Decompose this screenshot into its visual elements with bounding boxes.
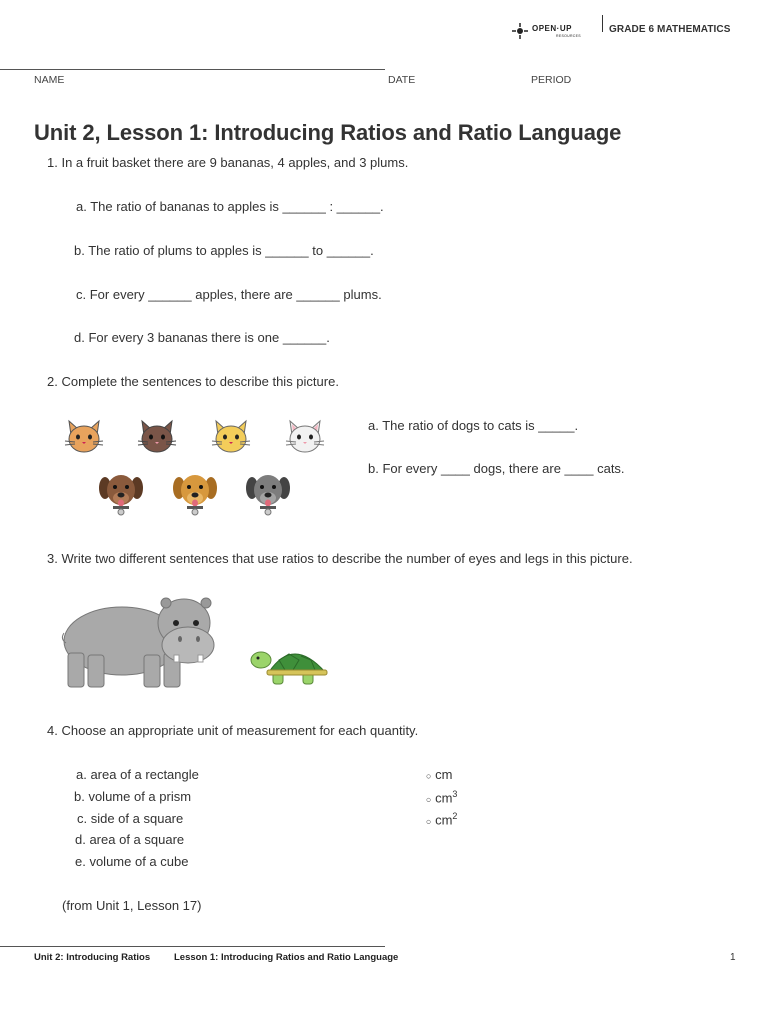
golden-dog-icon xyxy=(171,470,219,518)
question-3-prompt: 3. Write two different sentences that use ratios to describe the number of eyes and legs in this picture. xyxy=(47,551,633,566)
question-1a: a. The ratio of bananas to apples is ______ : ______. xyxy=(76,199,384,214)
question-4a: a. area of a rectangle xyxy=(76,767,199,782)
turtle-icon xyxy=(249,640,329,690)
orange-cat-icon xyxy=(63,417,105,457)
question-4-prompt: 4. Choose an appropriate unit of measurement for each quantity. xyxy=(47,723,419,738)
footer-line xyxy=(0,946,385,947)
unit-option-cm[interactable] xyxy=(426,767,452,782)
gray-dog-icon xyxy=(244,470,292,518)
unit-option-cm2[interactable] xyxy=(426,811,457,827)
question-2a: a. The ratio of dogs to cats is _____. xyxy=(368,418,579,433)
question-2-prompt: 2. Complete the sentences to describe this picture. xyxy=(47,374,339,389)
question-1b: b. The ratio of plums to apples is ______ to ______. xyxy=(74,243,374,258)
name-label: NAME xyxy=(34,74,65,86)
page-number: 1 xyxy=(730,952,736,963)
unit-option-cm3[interactable] xyxy=(426,789,457,805)
question-4d: d. area of a square xyxy=(75,832,185,847)
question-4-source: (from Unit 1, Lesson 17) xyxy=(62,898,202,913)
unit-base: cm xyxy=(435,767,453,782)
logo-mark-icon xyxy=(512,23,528,39)
unit-exponent: 3 xyxy=(452,789,458,799)
period-label: PERIOD xyxy=(531,74,572,86)
logo-text: OPEN·UP xyxy=(532,24,572,33)
question-1-prompt: 1. In a fruit basket there are 9 bananas, 4 apples, and 3 plums. xyxy=(47,155,409,170)
header-divider xyxy=(602,15,603,32)
question-1d: d. For every 3 bananas there is one ______. xyxy=(74,330,330,345)
question-4c: c. side of a square xyxy=(77,811,184,826)
unit-exponent: 2 xyxy=(452,811,458,821)
question-2b: b. For every ____ dogs, there are ____ cats. xyxy=(368,461,625,476)
yellow-cat-icon xyxy=(210,417,252,457)
page-title: Unit 2, Lesson 1: Introducing Ratios and Ratio Language xyxy=(34,120,622,145)
brown-cat-icon xyxy=(136,417,178,457)
name-line xyxy=(0,69,385,70)
question-4b: b. volume of a prism xyxy=(74,789,192,804)
date-label: DATE xyxy=(388,74,416,86)
unit-base: cm xyxy=(435,790,453,806)
footer-lesson: Lesson 1: Introducing Ratios and Ratio Language xyxy=(174,952,399,963)
openup-logo xyxy=(512,22,592,42)
logo-subtext: RESOURCES xyxy=(556,34,581,38)
brown-dog-icon xyxy=(97,470,145,518)
question-4e: e. volume of a cube xyxy=(75,854,189,869)
bullet-icon: ○ xyxy=(426,794,432,805)
question-1c: c. For every ______ apples, there are ______ plums. xyxy=(76,287,382,302)
white-cat-icon xyxy=(284,417,326,457)
unit-base: cm xyxy=(435,812,453,828)
grade-label: GRADE 6 MATHEMATICS xyxy=(609,24,731,35)
footer-unit: Unit 2: Introducing Ratios xyxy=(34,952,151,963)
hippo-icon xyxy=(60,593,220,691)
bullet-icon: ○ xyxy=(426,816,432,827)
bullet-icon: ○ xyxy=(426,771,432,781)
